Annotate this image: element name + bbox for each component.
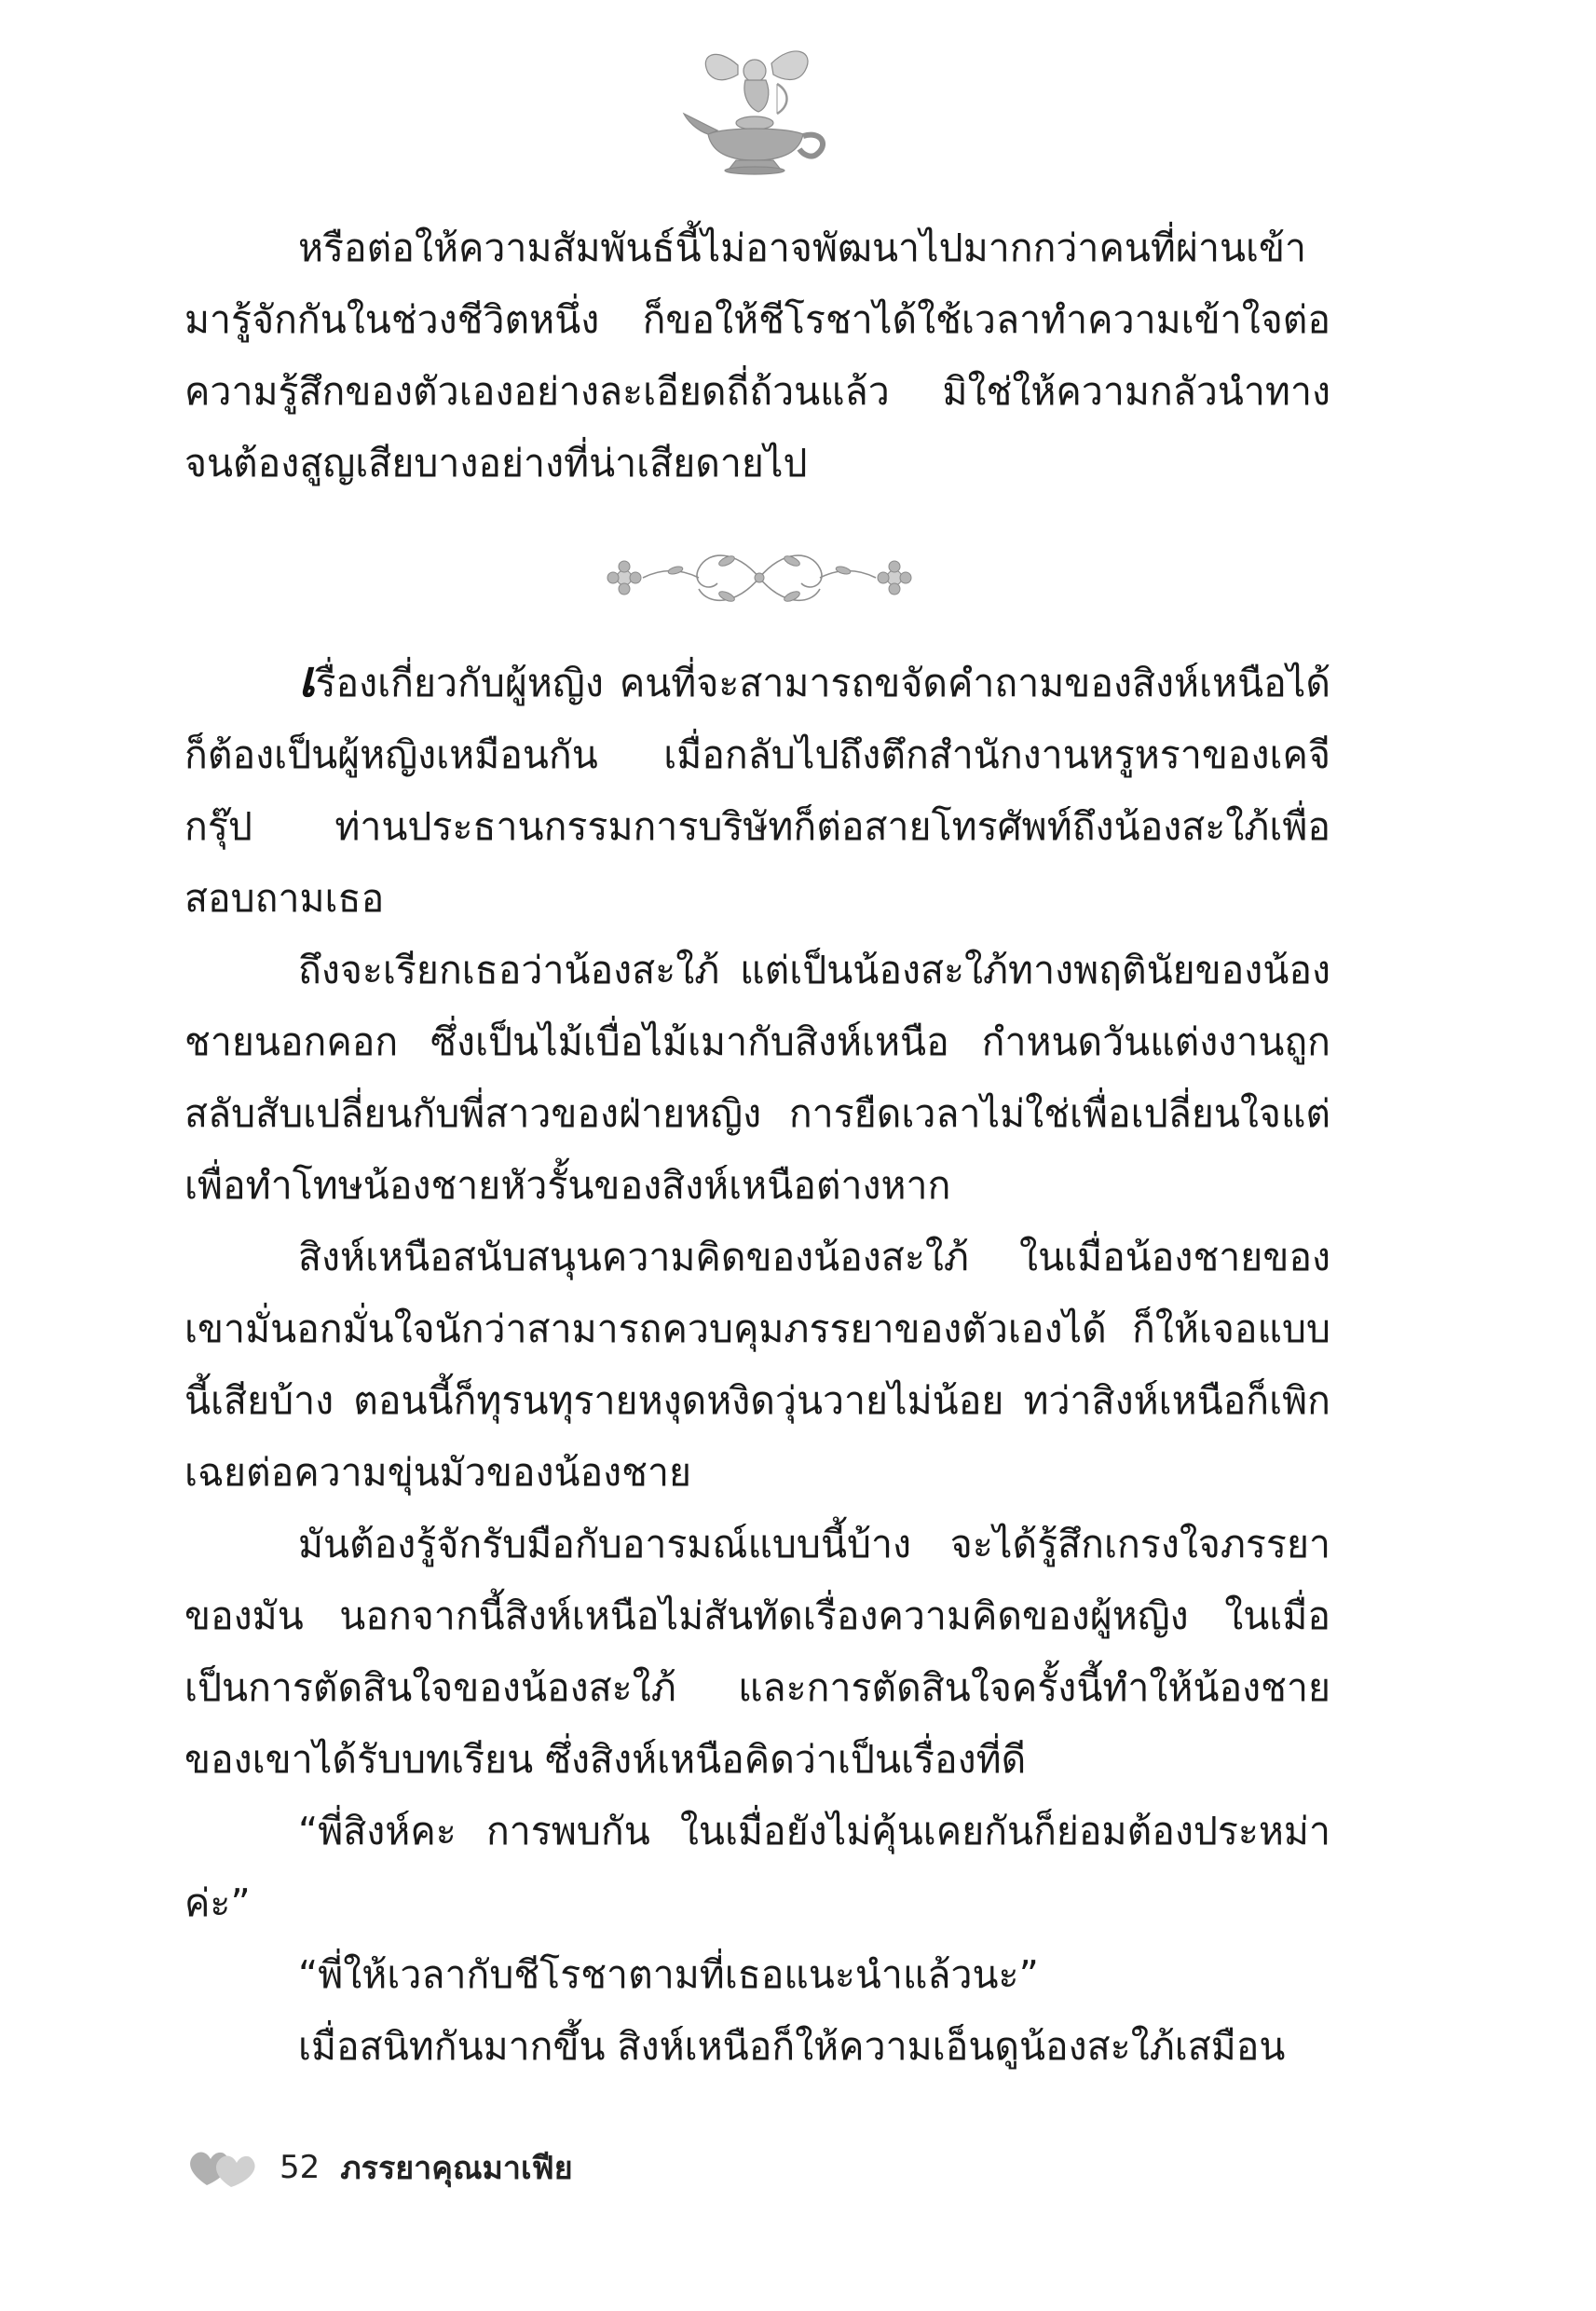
section-1	[184, 212, 1330, 499]
page-footer	[186, 2140, 573, 2195]
paragraph: เมื่อสนิทกันมากขึ้น สิงห์เหนือก็ให้ความเอ็นดูน้องสะใภ้เสมือน	[298, 2024, 1286, 2069]
paragraph	[184, 643, 1330, 935]
paragraph: “พี่ให้เวลากับชีโรชาตามที่เธอแนะนำแล้วนะ”	[298, 1952, 1039, 1997]
book-title: ภรรยาคุณมาเฟีย	[340, 2150, 573, 2187]
section-2	[184, 643, 1330, 2083]
drop-cap: เ	[298, 649, 316, 708]
paragraph-text: รื่องเกี่ยวกับผู้หญิง คนที่จะสามารถขจัดคำถามของสิงห์เหนือได้ก็ต้องเป็นผู้หญิงเหมือนกัน เมื่อกลับไปถึงตึกสำนักงานหรูหราของเคจีกรุ๊ป ท่านประธานกรรมการบริษัทก็ต่อสายโทรศัพท์ถึงน้องสะใภ้เพื่อสอบถามเธอ	[184, 661, 1330, 921]
floral-divider-icon	[596, 540, 922, 615]
hearts-icon	[186, 2144, 259, 2191]
paragraph: “พี่สิงห์คะ การพบกัน ในเมื่อยังไม่คุ้นเคยกันก็ย่อมต้องประหม่าค่ะ”	[184, 1809, 1330, 1925]
paragraph: มันต้องรู้จักรับมือกับอารมณ์แบบนี้บ้าง จะได้รู้สึกเกรงใจภรรยาของมัน นอกจากนี้สิงห์เหนือไม่สันทัดเรื่องความคิดของผู้หญิง ในเมื่อเป็นการตัดสินใจของน้องสะใภ้ และการตัดสินใจครั้งนี้ทำให้น้องชายของเขาได้รับบทเรียน ซึ่งสิงห์เหนือคิดว่าเป็นเรื่องที่ดี	[184, 1522, 1330, 1782]
paragraph: ถึงจะเรียกเธอว่าน้องสะใภ้ แต่เป็นน้องสะใภ้ทางพฤตินัยของน้องชายนอกคอก ซึ่งเป็นไม้เบื่อไม้เมากับสิงห์เหนือ กำหนดวันแต่งงานถูกสลับสับเปลี่ยนกับพี่สาวของฝ่ายหญิง การยืดเวลาไม่ใช่เพื่อเปลี่ยนใจแต่เพื่อทำโทษน้องชายหัวรั้นของสิงห์เหนือต่างหาก	[184, 948, 1330, 1208]
page-number: 52	[280, 2149, 321, 2186]
genie-lamp-icon	[680, 37, 839, 177]
paragraph: หรือต่อให้ความสัมพันธ์นี้ไม่อาจพัฒนาไปมากกว่าคนที่ผ่านเข้ามารู้จักกันในช่วงชีวิตหนึ่ง ก็ขอให้ชีโรชาได้ใช้เวลาทำความเข้าใจต่อความรู้สึกของตัวเองอย่างละเอียดถี่ถ้วนแล้ว มิใช่ให้ความกลัวนำทางจนต้องสูญเสียบางอย่างที่น่าเสียดายไป	[184, 226, 1330, 485]
paragraph: สิงห์เหนือสนับสนุนความคิดของน้องสะใภ้ ในเมื่อน้องชายของเขามั่นอกมั่นใจนักว่าสามารถควบคุมภรรยาของตัวเองได้ ก็ให้เจอแบบนี้เสียบ้าง ตอนนี้ก็ทุรนทุรายหงุดหงิดวุ่นวายไม่น้อย ทว่าสิงห์เหนือก็เพิกเฉยต่อความขุ่นมัวของน้องชาย	[184, 1235, 1330, 1495]
